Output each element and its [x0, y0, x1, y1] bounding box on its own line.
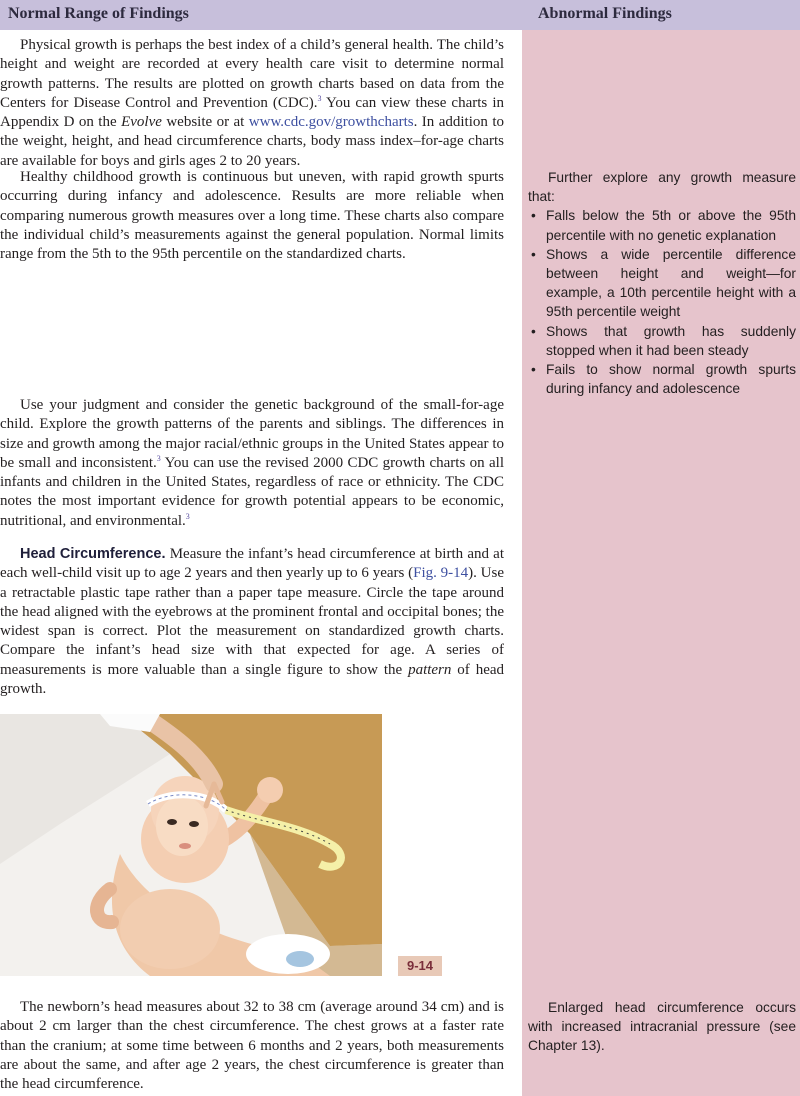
text: Enlarged head circumference occurs with increased intracranial pressure (see Chapter 13).: [528, 1000, 796, 1054]
reference-3[interactable]: 3: [156, 453, 161, 463]
paragraph-healthy-growth: [0, 168, 504, 264]
head-circumference-subheading: Head Circumference.: [20, 546, 166, 562]
list-item: • Fails to show normal growth spurts during infancy and adolescence: [528, 360, 796, 398]
text: of head growth.: [0, 661, 505, 698]
text: Healthy childhood growth is continuous but uneven, with rapid growth spurts occurring during infancy and adolescence. Results are more reliable when comparing numerous growth measures over a long time. These charts also compare the individual child’s measurements against the general population. Normal limits range from the 5th to the 95th percentile on the standardized charts.: [0, 169, 504, 263]
text: You can use the revised 2000 CDC growth charts on all infants and children in the United States, regardless of race or ethnicity. The CDC notes the most important evidence for growth potential appears to be economic, nutritional, and environmental.: [0, 454, 504, 529]
abnormal-growth-measures: [528, 168, 796, 398]
infant-photo-illustration: [0, 714, 382, 976]
paragraph-newborn-head: [0, 998, 504, 1094]
text: Measure the infant’s head circumference at birth and at each well-child visit up to age 2 years and then yearly up to 6 years (: [0, 546, 504, 582]
abnormal-bullet-list: [528, 206, 796, 398]
text: Physical growth is perhaps the best index of a child’s general health. The child’s height and weight are recorded at every health care visit to determine normal growth patterns. The results are plotted on growth charts based on data from the Centers for Disease Control and Prevention (CDC).: [0, 37, 504, 111]
paragraph-head-circumference: [0, 545, 504, 699]
paragraph-genetic-background: [0, 396, 504, 531]
abnormal-intro: Further explore any growth measure that:: [528, 170, 796, 205]
abnormal-head-circumference: [528, 998, 796, 1056]
text: Use your judgment and consider the genetic background of the small-for-age child. Explore the growth patterns of the parents and siblings. The differences in size and growth among the major racial/ethnic groups in the United States appear to be small and inconsistent.: [0, 397, 504, 471]
infant-head-measurement-photo: [0, 714, 382, 976]
normal-findings-heading: Normal Range of Findings: [8, 5, 189, 22]
text: . In addition to the weight, height, and head circumference charts, body mass index–for-age charts are available for boys and girls ages 2 to 20 years.: [0, 114, 504, 169]
reference-3[interactable]: 3: [317, 93, 322, 103]
cdc-growthcharts-link[interactable]: www.cdc.gov/growthcharts: [248, 114, 414, 131]
paragraph-physical-growth: [0, 36, 504, 171]
evolve-title: Evolve: [121, 114, 162, 131]
text: You can view these charts in Appendix D on the: [0, 94, 504, 131]
list-item: • Shows that growth has suddenly stopped when it had been steady: [528, 322, 796, 360]
list-item: • Shows a wide percentile difference between height and weight—for example, a 10th percentile height with a 95th percentile weight: [528, 245, 796, 322]
list-item: • Falls below the 5th or above the 95th percentile with no genetic explanation: [528, 206, 796, 244]
text: ). Use a retractable plastic tape rather than a paper tape measure. Circle the tape around the head aligned with the eyebrows at the prominent frontal and occipital bones; the widest span is correct. Plot the measurement on standardized growth charts. Compare the infant’s head size with that expected for age. A series of measurements is more valuable than a single figure to show the: [0, 565, 504, 678]
emphasis-pattern: pattern: [408, 661, 452, 678]
figure-9-14-link[interactable]: Fig. 9-14: [413, 565, 469, 582]
text: The newborn’s head measures about 32 to 38 cm (average around 34 cm) and is about 2 cm larger than the chest circumference. The chest grows at a faster rate than the cranium; at some time between 6 months and 2 years, both measurements are about the same, and after age 2 years, the chest circumference is greater than the head circumference.: [0, 999, 504, 1093]
reference-3[interactable]: 3: [185, 511, 190, 521]
table-header: [0, 0, 800, 30]
figure-label: 9-14: [398, 956, 442, 976]
abnormal-findings-heading: Abnormal Findings: [538, 5, 672, 22]
text: website or at: [161, 114, 249, 131]
